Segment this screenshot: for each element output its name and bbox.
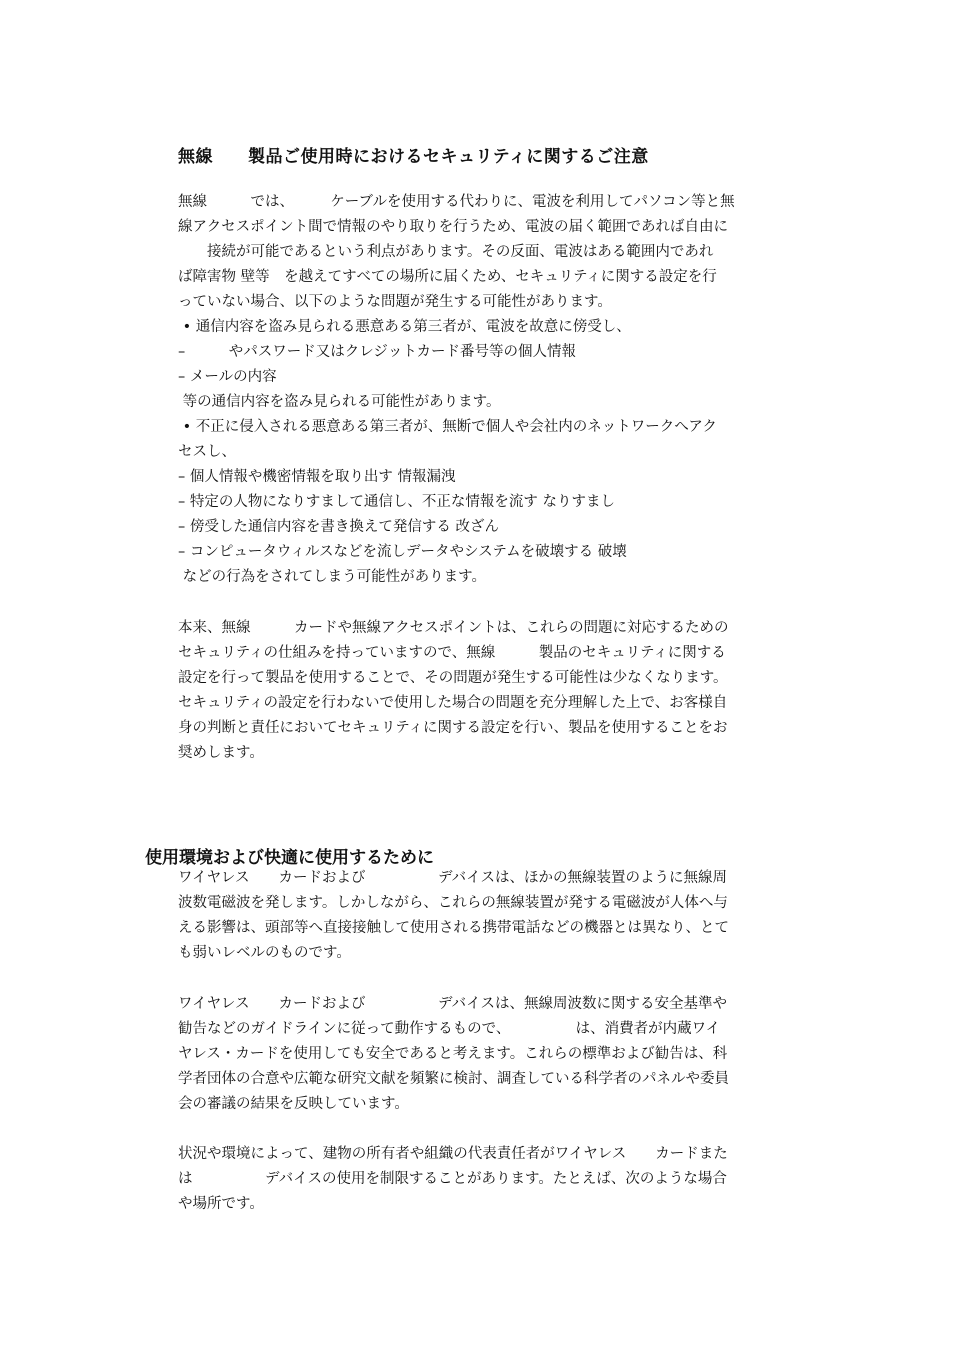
dash-item: – やパスワード又はクレジットカード番号等の個人情報 (178, 344, 576, 360)
text-line: セキュリティの設定を行わないで使用した場合の問題を充分理解した上で、お客様自 (178, 695, 728, 711)
text-line: 奨めします。 (178, 745, 264, 761)
text-line: っていない場合、以下のような問題が発生する可能性があります。 (178, 294, 612, 310)
text-line: 本来、無線 カードや無線アクセスポイントは、これらの問題に対応するための (178, 620, 729, 636)
section-title-security: 無線 製品ご使用時におけるセキュリティに関するご注意 (178, 147, 649, 167)
security-paragraph-1 (178, 190, 814, 590)
text-line: 身の判断と責任においてセキュリティに関する設定を行い、製品を使用することをお (178, 720, 728, 736)
security-paragraph-2 (178, 616, 814, 766)
text-line: セキュリティの仕組みを持っていますので、無線 製品のセキュリティに関する (178, 645, 726, 661)
text-line: ば障害物 壁等 を越えてすべての場所に届くため、セキュリティに関する設定を行 (178, 269, 717, 285)
environment-paragraph-1 (178, 866, 814, 966)
dash-item: – メールの内容 (178, 369, 277, 385)
text-line: 無線 では、 ケーブルを使用する代わりに、電波を利用してパソコン等と無 (178, 194, 735, 210)
dash-item: – 特定の人物になりすまして通信し、不正な情報を流す なりすまし (178, 494, 615, 510)
text-line: 接続が可能であるという利点があります。その反面、電波はある範囲内であれ (178, 244, 714, 260)
bullet-item: • 不正に侵入される悪意ある第三者が、無断で個人や会社内のネットワークへアク (178, 419, 717, 435)
text-line: える影響は、頭部等へ直接接触して使用される携帯電話などの機器とは異なり、とて (178, 920, 729, 936)
environment-paragraph-2 (178, 992, 814, 1117)
text-line: や場所です。 (178, 1196, 264, 1212)
text-line: ワイヤレス カードおよび デバイスは、ほかの無線装置のように無線周 (178, 870, 727, 886)
text-line: セスし、 (178, 444, 236, 460)
dash-item: – 傍受した通信内容を書き換えて発信する 改ざん (178, 519, 499, 535)
dash-item: – 個人情報や機密情報を取り出す 情報漏洩 (178, 469, 456, 485)
dash-item: – コンピュータウィルスなどを流しデータやシステムを破壊する 破壊 (178, 544, 627, 560)
bullet-item: • 通信内容を盗み見られる悪意ある第三者が、電波を故意に傍受し、 (178, 319, 631, 335)
text-line: ヤレス・カードを使用しても安全であると考えます。これらの標準および勧告は、科 (178, 1046, 728, 1062)
text-line: などの行為をされてしまう可能性があります。 (178, 569, 486, 585)
text-line: も弱いレベルのものです。 (178, 945, 351, 961)
text-line: 等の通信内容を盗み見られる可能性があります。 (178, 394, 501, 410)
section-title-environment: 使用環境および快適に使用するために (145, 848, 434, 868)
text-line: 会の審議の結果を反映しています。 (178, 1096, 409, 1112)
text-line: ワイヤレス カードおよび デバイスは、無線周波数に関する安全基準や (178, 996, 727, 1012)
text-line: 波数電磁波を発します。しかしながら、これらの無線装置が発する電磁波が人体へ与 (178, 895, 728, 911)
text-line: 勧告などのガイドラインに従って動作するもので、 は、消費者が内蔵ワイ (178, 1021, 721, 1037)
text-line: 状況や環境によって、建物の所有者や組織の代表責任者がワイヤレス カードまた (178, 1146, 728, 1162)
text-line: 学者団体の合意や広範な研究文献を頻繁に検討、調査している科学者のパネルや委員 (178, 1071, 729, 1087)
text-line: 設定を行って製品を使用することで、その問題が発生する可能性は少なくなります。 (178, 670, 728, 686)
text-line: 線アクセスポイント間で情報のやり取りを行うため、電波の届く範囲であれば自由に (178, 219, 728, 235)
text-line: は デバイスの使用を制限することがあります。たとえば、次のような場合 (178, 1171, 727, 1187)
environment-paragraph-3 (178, 1142, 814, 1217)
